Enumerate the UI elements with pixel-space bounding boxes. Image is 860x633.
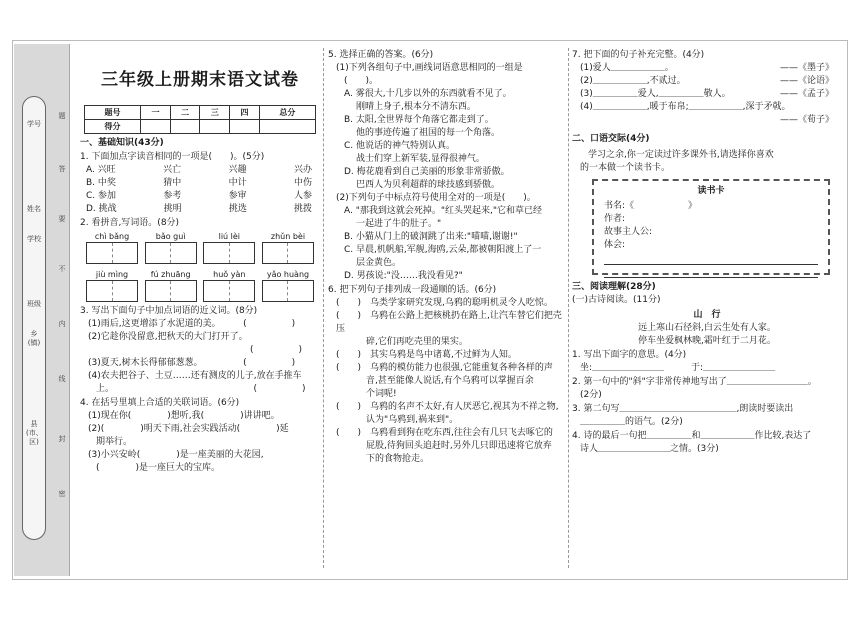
sec2-text: 学习之余,你一定读过许多课外书,请选择你喜欢 bbox=[588, 150, 774, 160]
q6-item: 下的食物抢走。 bbox=[366, 454, 430, 464]
q5-option: D. 男孩说:"没……我没看见?" bbox=[344, 271, 463, 281]
option: C. 参加 bbox=[86, 191, 117, 201]
option: 参考 bbox=[163, 191, 182, 201]
q6-item: ( ) 乌鸦看到狗在吃东西,往往会有几只飞去啄它的 bbox=[336, 428, 553, 438]
q7-text: (1)爱人＿＿＿＿＿＿。 bbox=[580, 63, 674, 73]
q5-part1: (1)下列各组句子中,画线词语意思相同的一组是 bbox=[336, 63, 523, 73]
q5-option: 他的事迹传遍了祖国的每一个角落。 bbox=[356, 128, 501, 138]
q3-item: (3)夏天,树木长得郁郁葱葱。 ( ) bbox=[88, 358, 296, 368]
q5-option: 巴西人为贝利超群的球技感到骄傲。 bbox=[356, 180, 501, 190]
score-header: 二 bbox=[170, 106, 200, 120]
section-heading: 三、阅读理解(28分) bbox=[572, 282, 656, 292]
option: 猜中 bbox=[163, 178, 182, 188]
poem-question-2: 2. 第一句中的"斜"字非常传神地写出了＿＿＿＿＿＿＿＿＿。 bbox=[572, 377, 817, 387]
q6-text: 乌鸦看到狗在吃东西,往往会有几只飞去啄它的 bbox=[370, 428, 553, 438]
cut-mark: 不 bbox=[58, 265, 66, 273]
section-heading: 二、口语交际(4分) bbox=[572, 134, 650, 144]
q5-option: 战士们穿上新军装,显得很神气。 bbox=[356, 154, 485, 164]
card-field-author[interactable]: 作者: bbox=[604, 214, 626, 224]
q3-item: (2)它趁你没留意,把秋天的大门打开了。 bbox=[88, 332, 248, 342]
option: 挑明 bbox=[163, 204, 182, 214]
option: 中伤 bbox=[293, 178, 312, 188]
option-row bbox=[80, 164, 320, 177]
sub-heading: (一)古诗阅读。(11分) bbox=[572, 295, 661, 305]
q6-text: 乌鸦的模仿能力也很强,它能重复各种各样的声 bbox=[370, 363, 553, 373]
score-cell[interactable] bbox=[170, 120, 200, 134]
q6-text: 乌鸦的名声不太好,有人厌恶它,视其为不祥之物, bbox=[370, 402, 559, 412]
option: 挑拨 bbox=[293, 204, 312, 214]
pinyin: bǎo guì bbox=[155, 232, 186, 241]
score-cell[interactable] bbox=[141, 120, 171, 134]
score-row-label: 得分 bbox=[85, 120, 141, 134]
score-cell[interactable] bbox=[200, 120, 230, 134]
q6-text: 乌类学家研究发现,乌鸦的聪明机灵令人吃惊。 bbox=[370, 298, 553, 308]
binding-label-school: 学校 bbox=[27, 235, 41, 243]
poem-line: 远上寒山石径斜,白云生处有人家。 bbox=[638, 323, 776, 333]
writing-box[interactable] bbox=[145, 280, 197, 302]
poem-q2-score: (2分) bbox=[580, 390, 602, 400]
option: 兴亡 bbox=[163, 165, 182, 175]
q6-item: 碎,它们再吃壳里的果实。 bbox=[366, 337, 468, 347]
q5-option: 刚晴上身子,根本分不清东西。 bbox=[356, 102, 476, 112]
question-6: 6. 把下列句子排列成一段通顺的话。(6分) bbox=[328, 285, 497, 295]
score-header: 三 bbox=[200, 106, 230, 120]
score-header: 四 bbox=[230, 106, 260, 120]
cut-mark: 封 bbox=[58, 435, 66, 443]
q7-item bbox=[572, 88, 842, 101]
cut-mark: 要 bbox=[58, 215, 66, 223]
writing-box[interactable] bbox=[262, 242, 314, 264]
question-7: 7. 把下面的句子补充完整。(4分) bbox=[572, 50, 705, 60]
score-header: 一 bbox=[141, 106, 171, 120]
q6-item: ( ) 乌鸦在公路上把核桃扔在路上,让汽车替它们把壳压 bbox=[336, 311, 562, 334]
binding-pill bbox=[22, 96, 46, 540]
q4-item: (3)小兴安岭( )是一座美丽的大花园, bbox=[88, 450, 264, 460]
q3-item: ( ) bbox=[88, 345, 303, 355]
q6-item: ( ) 其实乌鸦是鸟中诸葛,不过鲜为人知。 bbox=[336, 350, 517, 360]
q5-option: D. 梅花鹿看到自己美丽的形象非常骄傲。 bbox=[344, 167, 510, 177]
q7-text: (2)＿＿＿＿＿＿,不贰过。 bbox=[580, 76, 686, 86]
q5-part2: (2)下列句子中标点符号使用全对的一项是( )。 bbox=[336, 193, 536, 203]
option: A. 兴旺 bbox=[86, 165, 116, 175]
q5-option: A. "那我到这就会死掉。"红头哭起来,"它和草已经 bbox=[344, 206, 543, 216]
q7-text: (4)＿＿＿＿＿＿,暖于布帛;＿＿＿＿＿＿,深于矛戟。 bbox=[580, 102, 791, 112]
column-2 bbox=[328, 48, 566, 466]
q5-option: B. 太阳,全世界每个角落它都走到了。 bbox=[344, 115, 494, 125]
q3-item: (4)农夫把谷子、土豆……还有测皮的儿子,放在手推车 bbox=[88, 371, 302, 381]
card-line bbox=[604, 267, 818, 278]
poem-question-4: 4. 诗的最后一句把＿＿＿＿＿和＿＿＿＿＿＿作比较,表达了 bbox=[572, 431, 812, 441]
pinyin: liú lèi bbox=[218, 232, 241, 241]
binding-label-district: 县(市、区) bbox=[26, 420, 43, 446]
q5-option: B. 小猫从门上的破洞跳了出来:"喵喵,谢谢!" bbox=[344, 232, 518, 242]
q6-item: 音,甚至能像人说话,有个乌鸦可以掌握百余 bbox=[366, 376, 534, 386]
option: 挑选 bbox=[228, 204, 247, 214]
pinyin: fú zhuāng bbox=[150, 270, 191, 279]
q7-source: ——《孟子》 bbox=[779, 89, 834, 99]
question-4: 4. 在括号里填上合适的关联词语。(6分) bbox=[80, 398, 240, 408]
cut-mark: 题 bbox=[58, 112, 66, 120]
q6-item: ( ) 乌鸦的模仿能力也很强,它能重复各种各样的声 bbox=[336, 363, 553, 373]
poem-q3-cont: ＿＿＿＿＿的语气。(2分) bbox=[580, 417, 683, 427]
option-row bbox=[80, 177, 320, 190]
q4-item: ( )是一座巨大的宝库。 bbox=[96, 463, 221, 473]
poem-q4-cont: 诗人＿＿＿＿＿＿＿＿之情。(3分) bbox=[580, 444, 719, 454]
q5-option: C. 早晨,机帆船,军舰,海鸥,云朵,都被朝阳渡上了一 bbox=[344, 245, 542, 255]
score-header: 总分 bbox=[259, 106, 315, 120]
q5-part1-answer: ( )。 bbox=[344, 76, 379, 86]
score-cell[interactable] bbox=[259, 120, 315, 134]
card-line bbox=[604, 254, 818, 265]
q5-option: A. 雾很大,十几步以外的东西就看不见了。 bbox=[344, 89, 512, 99]
option: 兴办 bbox=[293, 165, 312, 175]
question-1: 1. 下面加点字读音相同的一项是( )。(5分) bbox=[80, 152, 265, 162]
q7-item bbox=[572, 75, 842, 88]
q7-source: ——《荀子》 bbox=[779, 115, 834, 125]
score-header: 题号 bbox=[85, 106, 141, 120]
q6-text: 其实乌鸦是鸟中诸葛,不过鲜为人知。 bbox=[370, 350, 517, 360]
reading-card bbox=[592, 179, 830, 275]
q7-source: ——《墨子》 bbox=[779, 63, 834, 73]
pinyin-row bbox=[80, 230, 320, 264]
option-row bbox=[80, 203, 320, 216]
q3-item: 上。 ( ) bbox=[96, 384, 306, 394]
poem-question-3: 3. 第二句写＿＿＿＿＿＿＿＿＿＿＿＿＿,朗读时要读出 bbox=[572, 404, 794, 414]
q5-option: C. 他说话的神气特别认真。 bbox=[344, 141, 456, 151]
q4-item: (1)现在你( )想听,我( )讲讲吧。 bbox=[88, 411, 280, 421]
cut-mark: 答 bbox=[58, 165, 66, 173]
question-3: 3. 写出下面句子中加点词语的近义词。(8分) bbox=[80, 306, 258, 316]
option: 中计 bbox=[228, 178, 247, 188]
score-table bbox=[84, 105, 316, 134]
column-divider bbox=[568, 48, 569, 568]
q6-item: ( ) 乌鸦的名声不太好,有人厌恶它,视其为不祥之物, bbox=[336, 402, 559, 412]
poem-question-1: 1. 写出下面字的意思。(4分) bbox=[572, 350, 687, 360]
pinyin-row bbox=[80, 268, 320, 302]
writing-box[interactable] bbox=[86, 280, 138, 302]
q7-text: (3)＿＿＿＿＿爱人,＿＿＿＿＿敬人。 bbox=[580, 89, 731, 99]
pinyin: chì bǎng bbox=[94, 232, 130, 241]
poem-title: 山 行 bbox=[693, 310, 721, 320]
q5-option: 层金黄色。 bbox=[356, 258, 402, 268]
writing-box[interactable] bbox=[203, 280, 255, 302]
option-row bbox=[80, 190, 320, 203]
column-divider bbox=[323, 48, 324, 568]
option: 兴趣 bbox=[228, 165, 247, 175]
cut-mark: 密 bbox=[58, 490, 66, 498]
q6-item: ( ) 乌类学家研究发现,乌鸦的聪明机灵令人吃惊。 bbox=[336, 298, 553, 308]
score-cell[interactable] bbox=[230, 120, 260, 134]
writing-box[interactable] bbox=[145, 242, 197, 264]
q6-item: 认为"乌鸦到,祸来到"。 bbox=[366, 415, 459, 425]
question-5: 5. 选择正确的答案。(6分) bbox=[328, 50, 434, 60]
pinyin: zhǔn bèi bbox=[270, 232, 306, 241]
option: B. 中奖 bbox=[86, 178, 116, 188]
binding-label-class: 班级 bbox=[27, 300, 41, 308]
card-field-book[interactable]: 书名:《 》 bbox=[604, 201, 698, 211]
cut-mark: 内 bbox=[58, 320, 66, 328]
reading-card-title: 读书卡 bbox=[697, 186, 725, 196]
sec2-text: 的一本做一个读书卡。 bbox=[580, 163, 671, 173]
option: 参审 bbox=[228, 191, 247, 201]
cut-mark: 线 bbox=[58, 375, 66, 383]
poem-q1-blanks[interactable]: 坐:＿＿＿＿＿＿＿＿ 于:＿＿＿＿＿＿＿＿ bbox=[580, 363, 776, 373]
q7-item bbox=[572, 101, 842, 114]
binding-label-student-id: 学号 bbox=[27, 120, 41, 128]
q4-item: 期举行。 bbox=[96, 437, 133, 447]
column-1 bbox=[80, 48, 320, 475]
pinyin: jiù mìng bbox=[95, 270, 129, 279]
q6-item: 屁股,待狗回头追赶时,另外几只即迅速将它放弃 bbox=[366, 441, 552, 451]
q6-text: 乌鸦在公路上把核桃扔在路上,让汽车替它们把壳压 bbox=[336, 311, 562, 334]
q3-item: (1)雨后,这更增添了水泥道的美。 ( ) bbox=[88, 319, 296, 329]
binding-label-name: 姓名 bbox=[27, 205, 41, 213]
column-3 bbox=[572, 48, 842, 456]
q7-item bbox=[572, 114, 842, 127]
section-heading: 一、基础知识(43分) bbox=[80, 138, 164, 148]
binding-label-town: 乡(镇) bbox=[27, 330, 41, 347]
pinyin: yǎo huàng bbox=[266, 270, 310, 279]
poem-line: 停车坐爱枫林晚,霜叶红于二月花。 bbox=[638, 336, 776, 346]
q5-option: 一起进了牛的肚子。" bbox=[356, 219, 442, 229]
q7-item bbox=[572, 62, 842, 75]
writing-box[interactable] bbox=[262, 280, 314, 302]
writing-box[interactable] bbox=[203, 242, 255, 264]
writing-box[interactable] bbox=[86, 242, 138, 264]
page-title: 三年级上册期末语文试卷 bbox=[101, 70, 299, 90]
question-2: 2. 看拼音,写词语。(8分) bbox=[80, 218, 180, 228]
card-field-thoughts[interactable]: 体会: bbox=[604, 240, 626, 250]
option: 人参 bbox=[293, 191, 312, 201]
option: D. 挑战 bbox=[86, 204, 117, 214]
q7-source: ——《论语》 bbox=[779, 76, 834, 86]
q4-item: (2)( )明天下雨,社会实践活动( )延 bbox=[88, 424, 289, 434]
pinyin: huǒ yàn bbox=[213, 270, 246, 279]
q6-item: 个词呢! bbox=[366, 389, 397, 399]
card-field-hero[interactable]: 故事主人公: bbox=[604, 227, 653, 237]
